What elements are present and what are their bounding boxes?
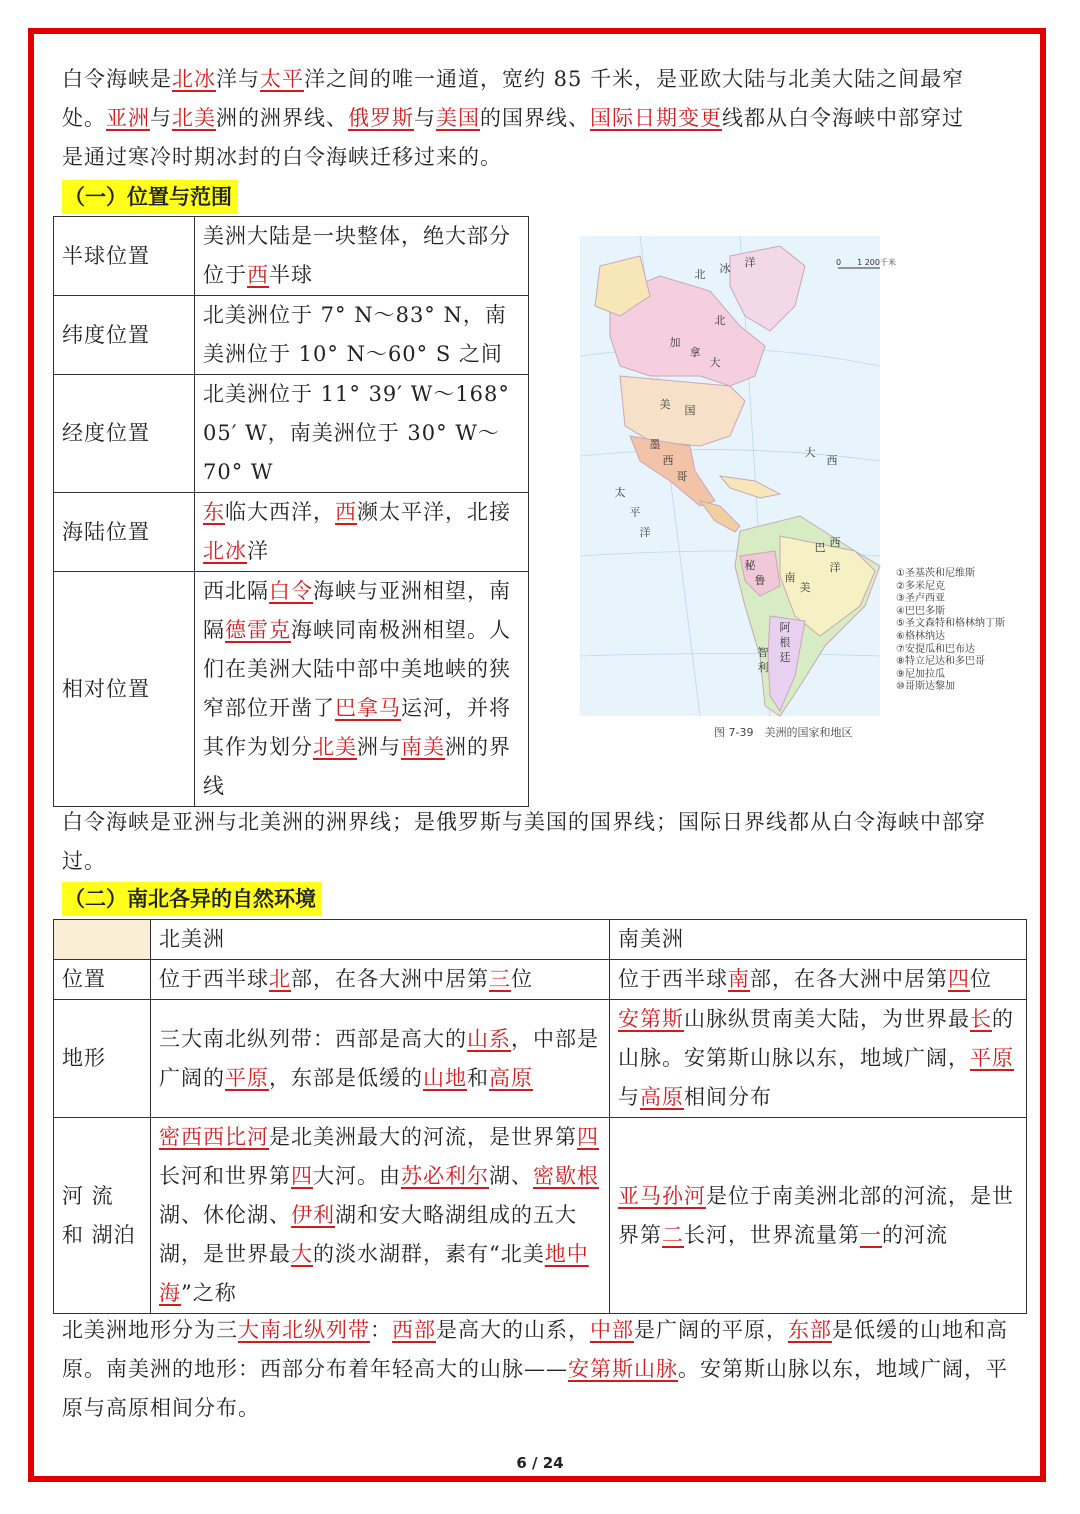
south-america-cell: 位于西半球南部，在各大洲中居第四位: [610, 960, 1027, 1000]
row-label: 半球位置: [54, 217, 195, 296]
map-label: 美: [799, 581, 811, 594]
map-label: 拿: [689, 346, 701, 359]
row-label: 河 流 和 湖泊: [54, 1118, 151, 1314]
map-label: 冰: [719, 262, 731, 275]
table-header-row: [54, 920, 1027, 960]
row-label: 海陆位置: [54, 493, 195, 572]
map-label: 智: [757, 646, 769, 659]
row-value: 东临大西洋，西濒太平洋，北接北冰洋: [195, 493, 529, 572]
map-label: 大: [804, 446, 816, 459]
row-label: 位置: [54, 960, 151, 1000]
map-legend: [896, 568, 1005, 694]
map-label: 大: [709, 356, 721, 369]
row-value: 北美洲位于 7° N～83° N，南美洲位于 10° N～60° S 之间: [195, 296, 529, 375]
row-label: 相对位置: [54, 572, 195, 807]
map-label: 南: [784, 571, 796, 584]
row-label: 纬度位置: [54, 296, 195, 375]
intro-line-3: 是通过寒冷时期冰封的白令海峡迁移过来的。: [62, 145, 502, 169]
map-label: 利: [757, 661, 769, 674]
map-label: 洋: [829, 561, 841, 574]
legend-item: ③圣卢西亚: [896, 593, 945, 605]
map-label: 廷: [779, 651, 791, 664]
table-row: [54, 493, 529, 572]
map-label: 加: [669, 336, 681, 349]
map-label: 北: [714, 314, 726, 327]
table-row: [54, 960, 1027, 1000]
row-value: 北美洲位于 11° 39′ W～168° 05′ W，南美洲位于 30° W～70° W: [195, 375, 529, 493]
north-america-cell: 三大南北纵列带：西部是高大的山系，中部是广阔的平原，东部是低缓的山地和高原: [151, 1000, 610, 1118]
intro-paragraph: [62, 60, 1022, 177]
legend-item: ④巴巴多斯: [896, 605, 945, 617]
map-label: 美: [659, 398, 671, 411]
intro-line-1: 白令海峡是北冰洋与太平洋之间的唯一通道，宽约 85 千米，是亚欧大陆与北美大陆之间最窄: [62, 67, 965, 91]
map-label: 平: [629, 506, 641, 519]
legend-item: ⑨尼加拉瓜: [896, 668, 945, 680]
map-label: 巴: [814, 541, 826, 554]
section-heading-location: （一）位置与范围: [62, 180, 238, 214]
south-america-cell: 安第斯山脉纵贯南美大陆，为世界最长的山脉。安第斯山脉以东，地域广阔，平原与高原相间分布: [610, 1000, 1027, 1118]
legend-item: ①圣基茨和尼维斯: [896, 568, 975, 579]
section-heading-environment: （二）南北各异的自然环境: [62, 882, 322, 916]
table-row: [54, 1118, 1027, 1314]
location-table: [53, 216, 529, 807]
environment-table: [53, 919, 1027, 1314]
south-america-cell: 亚马孙河是位于南美洲北部的河流，是世界第二长河，世界流量第一的河流: [610, 1118, 1027, 1314]
legend-item: ⑩哥斯达黎加: [896, 681, 955, 693]
legend-item: ⑦安提瓜和巴布达: [896, 643, 975, 655]
legend-item: ⑥格林纳达: [896, 630, 945, 642]
map-label: 国: [684, 404, 696, 417]
map-caption: 图 7-39 美洲的国家和地区: [714, 726, 853, 739]
terrain-summary: 北美洲地形分为三大南北纵列带：西部是高大的山系，中部是广阔的平原，东部是低缓的山地和高原。南美洲的地形：西部分布着年轻高大的山脉——安第斯山脉。安第斯山脉以东，地域广阔，平原与高原相间分布。: [62, 1318, 1008, 1420]
map-label: 墨: [649, 438, 661, 451]
legend-item: ⑤圣文森特和格林纳丁斯: [896, 618, 1005, 630]
map-label: 鲁: [754, 574, 766, 587]
map-label: 阿: [779, 621, 791, 634]
map-label: 洋: [744, 256, 756, 269]
row-value: 美洲大陆是一块整体，绝大部分位于西半球: [195, 217, 529, 296]
scale-label: 0 1 200千米: [836, 258, 896, 267]
north-america-cell: 位于西半球北部，在各大洲中居第三位: [151, 960, 610, 1000]
map-label: 西: [829, 536, 841, 549]
map-label: 哥: [676, 470, 688, 483]
map-label: 太: [614, 486, 626, 499]
table-row: [54, 375, 529, 493]
map-label: 根: [779, 636, 791, 649]
header-blank: [54, 920, 151, 960]
header-north-america: 北美洲: [151, 920, 610, 960]
page-number: 6 / 24: [516, 1454, 564, 1472]
table-row: [54, 1000, 1027, 1118]
row-label: 经度位置: [54, 375, 195, 493]
map-label: 北: [694, 268, 706, 281]
north-america-cell: 密西西比河是北美洲最大的河流，是世界第四长河和世界第四大河。由苏必利尔湖、密歇根湖、休伦湖、伊利湖和安大略湖组成的五大湖，是世界最大的淡水湖群，素有“北美地中海”之称: [151, 1118, 610, 1314]
intro-line-2: 处。亚洲与北美洲的洲界线、俄罗斯与美国的国界线、国际日期变更线都从白令海峡中部穿过: [62, 106, 964, 130]
row-value: 西北隔白令海峡与亚洲相望，南隔德雷克海峡同南极洲相望。人们在美洲大陆中部中美地峡的狭窄部位开凿了巴拿马运河，并将其作为划分北美洲与南美洲的界线: [195, 572, 529, 807]
table-row: [54, 296, 529, 375]
row-label: 地形: [54, 1000, 151, 1118]
map-label: 秘: [744, 559, 756, 572]
table-row: [54, 217, 529, 296]
map-label: 西: [826, 454, 838, 467]
table-row: [54, 572, 529, 807]
bering-note: 白令海峡是亚洲与北美洲的洲界线；是俄罗斯与美国的国界线；国际日界线都从白令海峡中部穿过。: [62, 810, 986, 873]
legend-item: ⑧特立尼达和多巴哥: [896, 656, 985, 668]
map-label: 洋: [639, 526, 651, 539]
header-south-america: 南美洲: [610, 920, 1027, 960]
legend-item: ②多米尼克: [896, 580, 945, 592]
map-label: 西: [662, 454, 674, 467]
